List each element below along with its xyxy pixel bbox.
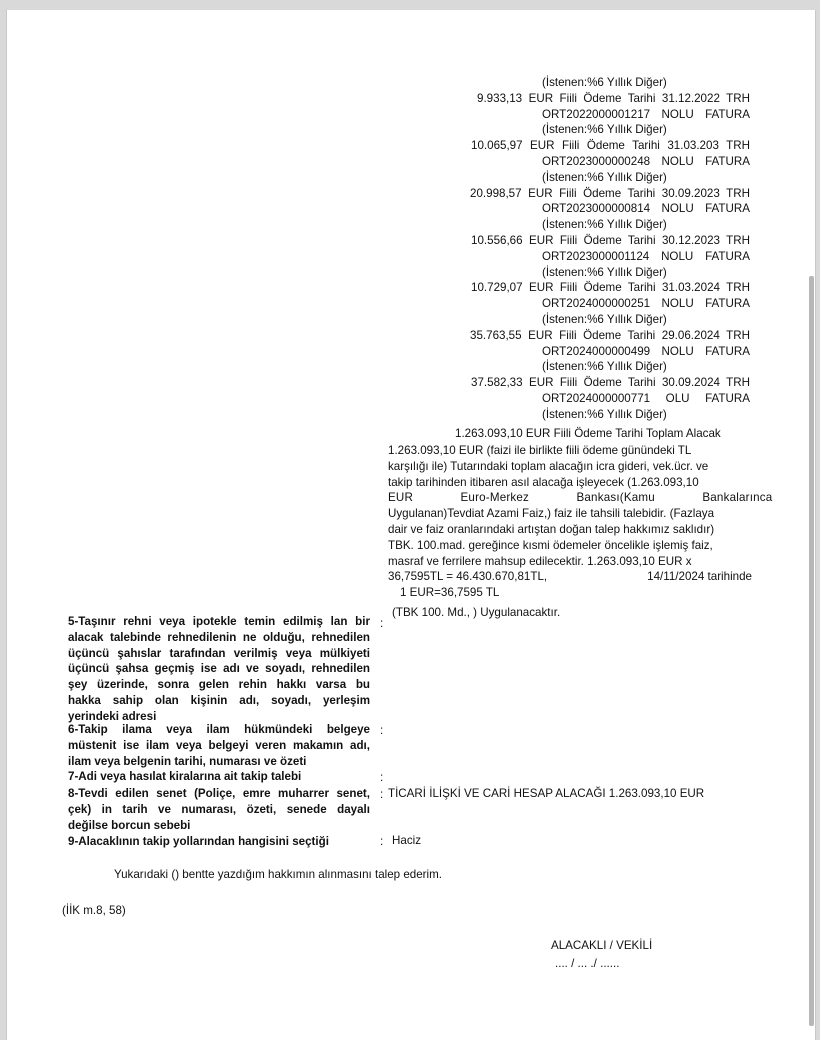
scrollbar[interactable]	[809, 276, 814, 1026]
claim-line-7: TBK. 100.mad. gereğince kısmi ödemeler öncelikle işlemiş faiz,	[388, 538, 713, 552]
section-6-label: 6-Takip ilama veya ilam hükmündeki belgeye müstenit ise ilam veya belgeyi veren makamın adı, ilam veya belgenin tarihi, numarası ve özeti	[68, 723, 370, 768]
payment-rate-5: (İstenen:%6 Yıllık Diğer)	[542, 312, 667, 326]
payment-list	[400, 75, 750, 423]
payment-rate-4: (İstenen:%6 Yıllık Diğer)	[542, 265, 667, 279]
section-5-label: 5-Taşınır rehni veya ipotekle temin edilmiş lan bir alacak talebinde rehnedilenin ne olduğu, rehnedilen üçüncü şahıslar tarafından verilmiş veya mülkiyeti üçüncü şahsa geçmiş ise adı ve soyadı, rehnedilen şey üzerinde, sonra gelen rehin hakkı varsa bu hakka sahip olan kişinin adı, soyadı, yerleşim yerindeki adresi	[68, 615, 370, 723]
signature-date-placeholder: .... / ... ./ ......	[555, 957, 620, 970]
payment-rate-1: (İstenen:%6 Yıllık Diğer)	[542, 123, 667, 137]
section-9-label: 9-Alacaklının takip yollarından hangisini seçtiği	[68, 835, 329, 848]
payment-line-5: 10.729,07 EUR Fiili Ödeme Tarihi 31.03.2024 TRH	[471, 281, 750, 295]
claim-line-2: karşılığı ile) Tutarındaki toplam alacağın icra gideri, vek.ücr. ve	[388, 459, 709, 473]
payment-line-3: 20.998,57 EUR Fiili Ödeme Tarihi 30.09.2023 TRH	[470, 186, 750, 200]
claim-calc-date: 14/11/2024 tarihinde	[647, 570, 752, 584]
request-statement: Yukarıdaki () bentte yazdığım hakkımın alınmasını talep ederim.	[114, 868, 442, 881]
section-9-colon: :	[380, 835, 384, 848]
claim-calc-amount: 36,7595TL = 46.430.670,81TL,	[388, 570, 548, 584]
section-8-colon: :	[380, 788, 384, 801]
payment-invoice-1: ORT2022000001217 NOLU FATURA	[542, 107, 750, 121]
claim-tbk-note: (TBK 100. Md., ) Uygulanacaktır.	[392, 605, 561, 619]
legal-reference: (İİK m.8, 58)	[62, 904, 126, 917]
payment-rate-7: (İstenen:%6 Yıllık Diğer)	[542, 407, 667, 421]
payment-rate-2: (İstenen:%6 Yıllık Diğer)	[542, 170, 667, 184]
payment-line-6: 35.763,55 EUR Fiili Ödeme Tarihi 29.06.2024 TRH	[470, 328, 750, 342]
payment-rate-3: (İstenen:%6 Yıllık Diğer)	[542, 218, 667, 232]
payment-line-7: 37.582,33 EUR Fiili Ödeme Tarihi 30.09.2024 TRH	[471, 376, 750, 390]
payment-invoice-7: ORT2024000000771 OLU FATURA	[542, 391, 750, 405]
claim-line-3: takip tarihinden itibaren asıl alacağa işleyecek (1.263.093,10	[388, 475, 699, 489]
payment-line-4: 10.556,66 EUR Fiili Ödeme Tarihi 30.12.2023 TRH	[471, 233, 750, 247]
claim-line-1: 1.263.093,10 EUR (faizi ile birlikte fiili ödeme günündeki TL	[388, 444, 692, 457]
payment-total: 1.263.093,10 EUR Fiili Ödeme Tarihi Toplam Alacak	[455, 427, 721, 440]
claim-rate-line: 1 EUR=36,7595 TL	[400, 586, 500, 600]
payment-invoice-4: ORT2023000001124 NOLU FATURA	[542, 249, 750, 263]
section-6-colon: :	[380, 724, 384, 737]
payment-invoice-3: ORT2023000000814 NOLU FATURA	[542, 202, 750, 216]
claim-calc-line	[388, 569, 752, 585]
payment-line-1: 9.933,13 EUR Fiili Ödeme Tarihi 31.12.2022 TRH	[477, 91, 750, 105]
section-5-colon: :	[380, 617, 384, 630]
payment-invoice-5: ORT2024000000251 NOLU FATURA	[542, 297, 750, 311]
payment-invoice-2: ORT2023000000248 NOLU FATURA	[542, 154, 750, 168]
section-8-value: TİCARİ İLİŞKİ VE CARİ HESAP ALACAĞI 1.263.093,10 EUR	[388, 787, 705, 800]
section-8-label: 8-Tevdi edilen senet (Poliçe, emre muharrer senet, çek) in tarih ve numarası, özeti, senede dayalı değilse borcun sebebi	[68, 787, 370, 832]
payment-rate-6: (İstenen:%6 Yıllık Diğer)	[542, 360, 667, 374]
signature-title: ALACAKLI / VEKİLİ	[551, 939, 653, 952]
claim-line-4: EUR Euro-Merkez Bankası(Kamu Bankalarınca	[388, 491, 773, 505]
claim-line-5: Uygulanan)Tevdiat Azami Faiz,) faiz ile tahsili talebidir. (Fazlaya	[388, 507, 715, 521]
section-9-value: Haciz	[392, 834, 421, 847]
section-7-label: 7-Adi veya hasılat kiralarına ait takip talebi	[68, 770, 302, 783]
claim-line-8: masraf ve ferrilere mahsup edilecektir. 1.263.093,10 EUR x	[388, 554, 692, 568]
payment-rate-line: (İstenen:%6 Yıllık Diğer)	[542, 76, 667, 89]
payment-line-2: 10.065,97 EUR Fiili Ödeme Tarihi 31.03.203 TRH	[471, 139, 750, 153]
claim-description	[388, 443, 773, 621]
section-7-colon: :	[380, 771, 384, 784]
payment-invoice-6: ORT2024000000499 NOLU FATURA	[542, 344, 750, 358]
claim-line-6: dair ve faiz oranlarındaki artıştan doğan talep hakkımız saklıdır)	[388, 522, 715, 536]
